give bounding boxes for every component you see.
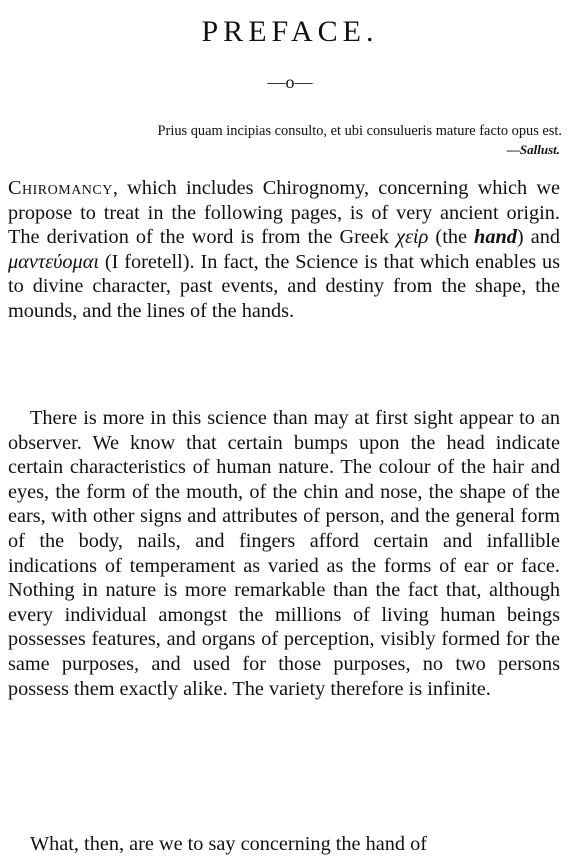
greek-word-foretell: μαντεύομαι (8, 250, 99, 273)
epigraph-author: —Sallust. (506, 142, 560, 157)
paragraph-1 (8, 176, 560, 324)
page-title: PREFACE. (201, 15, 379, 48)
paragraph-1-text-c: ) and (516, 226, 561, 249)
paragraph-2: There is more in this science than may at first sight appear to an observer. We know that certain bumps upon the head indicate certain characteristics of human nature. The colour of the hair and eyes, the form of the mouth, of the chin and nose, the shape of the ears, with other signs and attributes of person, and the general form of the body, nails, and fingers afford certain and infallible indications of temperament as varied as the forms of ear or face. Nothing in nature is more remarkable than the fact that, although every individual amongst the millions of living human beings possesses features, and organs of perception, visibly formed for the same purposes, and used for those purposes, no two persons possess them exactly alike. The variety therefore is infinite. (8, 407, 560, 700)
ornament-divider: —o— (267, 72, 313, 92)
italic-word-hand: hand (474, 226, 517, 249)
paragraph-3: What, then, are we to say concerning the hand of (30, 833, 428, 855)
paragraph-1-text-b: (the (428, 226, 475, 249)
paragraph-1-text-d: (I foretell). In fact, the Science is that which enables us to divine character, past events, and destiny from the shape, the mounds, and the lines of the hands. (8, 250, 560, 322)
lead-word: Chiromancy (8, 177, 113, 199)
epigraph-quote: Prius quam incipias consulto, et ubi consulueris mature facto opus est. (157, 123, 562, 139)
paragraph-1-text-a: , which includes Chirognomy, concerning which we propose to treat in the following pages, is of very ancient origin. The derivation of the word is from the Greek (8, 177, 560, 249)
greek-word-hand: χεἰρ (396, 226, 429, 249)
